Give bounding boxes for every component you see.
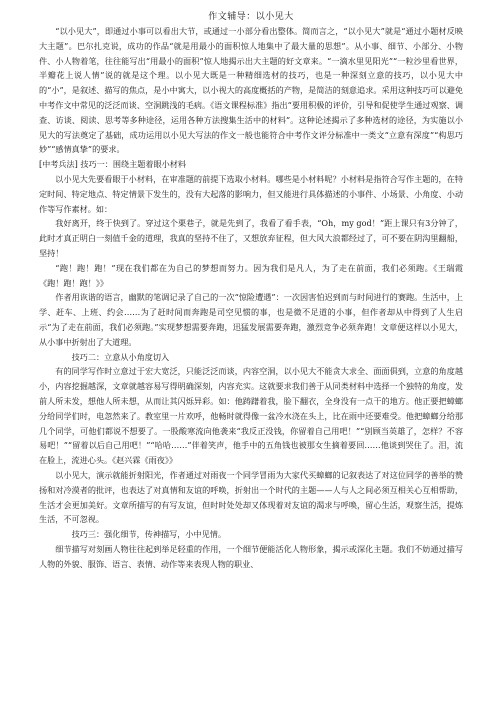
body-paragraph: 细节描写对刻画人物往往起到举足轻重的作用，一个细节便能活化人物形象，揭示或深化主题。我们不妨通过描写人物的外貌、服饰、语言、表情、动作等来表现人物的职业、 bbox=[39, 543, 463, 569]
document-title: 作文辅导：以小见大 bbox=[208, 12, 294, 22]
body-paragraph: 以小见大，演示就能折射阳光，作者通过对雨夜一个同学冒雨为大家代买蟑螂的记叙表达了对这位同学的善举的赞扬和对冷漠者的批评，也表达了对真情和友谊的呼唤，折射出一个时代的主题——人与人之间必须互相关心互相帮助，生活才会更加美好。文章所描写的有写友谊，但时时处处却又体现着对友谊的渴求与呼唤，留心生活，观察生活，提炼生活，不可忽视。 bbox=[39, 469, 463, 525]
body-paragraph: 以小见大先要看眼于小材料，在审准题的前提下选取小材料。哪些是小材料呢？小材料是指符合写作主题的，在特定时间、特定地点、特定情景下发生的，没有大起落的影响力，但又能进行具体描述的小事件、小场景、小角度、小动作等写作素材。如： bbox=[39, 173, 463, 214]
document-page bbox=[39, 10, 463, 700]
body-paragraph: 有的同学写作时立意过于宏大宽泛，只能泛泛而谈，内容空洞，以小见大不能贪大求全、面面俱到，立意的角度越小，内容挖掘越深，文章就越容易写得明确深刻，内容充实。这就要求我们善于从同类材料中选择一个独特的角度，发前人所未发，想他人所未想，从而让其闪烁异彩。如：他踌躇着我，脸下翻衣，全身没有一点干的地方。他正要把蟑螂分给同学们时，电忽然来了。教室里一片欢呼，他畅时就得像一盆冷水浇在头上，比在雨中还要难受。他把蟑螂分给那几个同学，可他们都说不想要了。一股酸寒流向他袭来“我反正没钱，你留着自己用吧！”“别顾当英雄了，怎样？不容易吧！”“留着以后自己用吧！”“哈哈……”伴着笑声，他手中的五角钱也被那女生摘着要回……他谈到哭住了。泪，流在脸上，流进心头。《赵兴霖《雨夜》》 bbox=[39, 366, 463, 466]
technique-heading: 技巧三：强化细节，传神描写，小中见情。 bbox=[71, 529, 226, 540]
body-paragraph: 作者用诙谐的语言，幽默的笔调记录了自己的一次“惊险遭遇”：一次因害怕迟到而与时间进行的赛跑。生活中，上学、赶车、上班、约会……为了赶时间而奔跑是司空见惯的事，也是微不足道的小事，但作者却从中得到了人生启示“为了走在前面，我们必须跑。”实现梦想需要奔跑，迅猛发展需要奔跑，激烈竞争必须奔跑！文章便这样以小见大，从小事中折射出了大道理。 bbox=[39, 292, 463, 347]
technique-heading: 技巧二：立意从小角度切入 bbox=[71, 351, 170, 362]
body-paragraph: 我好离开，终于快到了。穿过这个栗巷子，就是先到了，我看了看手表，“Oh，my god！”距上课只有3分钟了，此时才真正明白一刻值千金的道理，我真的坚持不住了，又想放弃征程，但大风大浪都经过了，可不要在阴沟里翻船，坚持！ bbox=[39, 218, 463, 258]
body-paragraph: “跑！跑！跑！”现在我们都在为自己的梦想而努力。因为我们是凡人，为了走在前面，我们必须跑。《王瑞霞《跑！跑！跑！》》 bbox=[39, 262, 463, 288]
document-body bbox=[39, 24, 463, 571]
section-heading: [中考兵法] 技巧一：围绕主题着眼小材料 bbox=[39, 159, 187, 170]
body-paragraph: “以小见大”，即通过小事可以看出大节，或通过一小部分看出整体。简而言之，“以小见大”就是“通过小题材反映大主题”。巴尔扎克说，成功的作品“就是用最小的面积惊人地集中了最大量的思想”。从小事、细节、小部分、小物件、小人物着笔，往往能写出“用最小的面积”惊人地揭示出大主题的好文章来。“一滴水里见阳光”“一粒沙里看世界，半瓣花上说人情”说的就是这个理。以小见大既是一种精细选材的技巧，也是一种深刻立意的技巧，以小见大中的“小”，是叙述、描写的焦点，是小中寓大，以小视大的高度概括的产物，是简洁的刻意追求。采用这种技巧可以避免中考作文中常见的泛泛而谈、空洞跳浅的毛病。《语文课程标准》指出“要用积极的评价，引导和促使学生通过观察、调查、访谈、阅读、思考等多种途径，运用各种方法搜集生活中的材料”。这种论述揭示了多种选材的途径，为实施以小见大的写法奠定了基础，成功运用以小见大写法的作文一般也能符合中考作文评分标准中一类文“立意有深度”“构思巧妙”“感情真挚”的要求。 bbox=[39, 26, 463, 155]
